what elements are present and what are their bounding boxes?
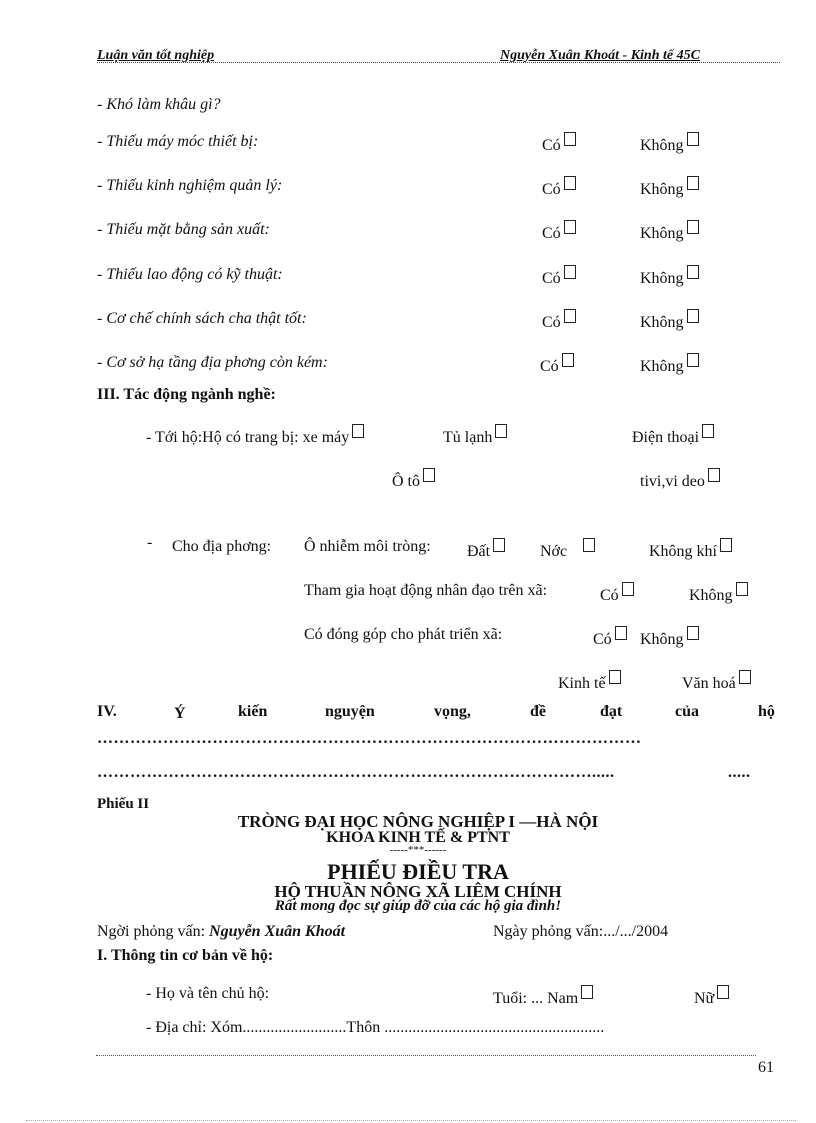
header-right: Nguyễn Xuân Khoát - Kinh tế 45C <box>500 48 700 63</box>
section4-word: kiến <box>238 703 268 720</box>
info-title: I. Thông tin cơ bản về hộ: <box>97 947 274 964</box>
university-name: TRÒNG ĐẠI HỌC NÔNG NGHIỆP I —HÀ NỘI <box>237 812 599 831</box>
yes-option[interactable]: Có <box>542 309 576 332</box>
no-option[interactable]: Không <box>640 176 699 199</box>
checkbox[interactable] <box>583 538 595 552</box>
checkbox[interactable] <box>687 176 699 190</box>
contribution-label: Có đóng góp cho phát triển xã: <box>304 626 503 643</box>
yes-option[interactable]: Có <box>540 353 574 376</box>
difficulty-item: - Thiếu mặt bằng sản xuất: <box>97 221 270 238</box>
section4-word: đề <box>530 703 546 720</box>
form-label: Phiếu II <box>97 796 150 812</box>
no-option[interactable]: Không <box>640 265 699 288</box>
female-option[interactable]: Nữ <box>694 985 729 1008</box>
interviewer-row <box>97 923 345 941</box>
yes-option[interactable]: Có <box>600 582 634 605</box>
difficulty-item: - Thiếu kinh nghiệm quản lý: <box>97 177 283 194</box>
checkbox[interactable] <box>622 582 634 596</box>
address-line[interactable]: - Địa chỉ: Xóm..........................Thôn ....................................................... <box>146 1019 605 1036</box>
household-equipment[interactable]: - Tới hộ:Hộ có trang bị: xe máy <box>146 424 364 447</box>
humanitarian-label: Tham gia hoạt động nhân đạo trên xã: <box>304 582 548 599</box>
difficulty-question: - Khó làm khâu gì? <box>97 96 221 113</box>
no-option[interactable]: Không <box>640 353 699 376</box>
yes-option[interactable]: Có <box>542 265 576 288</box>
fill-line-end: ..... <box>728 764 751 781</box>
fridge-option[interactable]: Tủ lạnh <box>443 424 507 447</box>
checkbox[interactable] <box>720 538 732 552</box>
checkbox[interactable] <box>352 424 364 438</box>
checkbox[interactable] <box>615 626 627 640</box>
difficulty-item: - Cơ sở hạ tầng địa phơng còn kém: <box>97 354 328 371</box>
difficulty-item: - Cơ chế chính sách cha thật tốt: <box>97 310 307 327</box>
header-rule <box>97 62 780 63</box>
difficulty-item: - Thiếu lao động có kỹ thuật: <box>97 266 283 283</box>
soil-option[interactable]: Đất <box>467 538 505 561</box>
culture-option[interactable]: Văn hoá <box>682 670 751 693</box>
checkbox[interactable] <box>564 132 576 146</box>
interview-date[interactable]: Ngày phỏng vấn:.../.../2004 <box>493 923 669 940</box>
fill-line[interactable]: ………………………………………………………………………………..... <box>97 764 615 781</box>
yes-option[interactable]: Có <box>593 626 627 649</box>
checkbox[interactable] <box>687 353 699 367</box>
yes-option[interactable]: Có <box>542 132 576 155</box>
page-number: 61 <box>758 1059 774 1076</box>
section-title: III. Tác động ngành nghề: <box>97 386 276 403</box>
checkbox[interactable] <box>564 176 576 190</box>
air-option[interactable]: Không khí <box>649 538 732 561</box>
checkbox[interactable] <box>423 468 435 482</box>
water-option[interactable]: Nớc <box>540 538 595 561</box>
section4-word: vọng, <box>434 703 471 720</box>
form-request: Rất mong đọc sự giúp đỡ của các hộ gia đình! <box>274 898 562 914</box>
car-option[interactable]: Ô tô <box>392 468 435 491</box>
footer-rule <box>96 1055 756 1056</box>
stars-divider: -----***------ <box>389 844 447 856</box>
section4-word: Ý <box>174 705 186 722</box>
dash: - <box>147 534 153 551</box>
checkbox[interactable] <box>581 985 593 999</box>
difficulty-item: - Thiếu máy móc thiết bị: <box>97 133 259 150</box>
yes-option[interactable]: Có <box>542 220 576 243</box>
age-male-option[interactable]: Tuổi: ... Nam <box>493 985 593 1008</box>
page-bottom-rule <box>26 1120 796 1121</box>
checkbox[interactable] <box>687 626 699 640</box>
checkbox[interactable] <box>702 424 714 438</box>
section4-word: đạt <box>600 703 623 720</box>
checkbox[interactable] <box>609 670 621 684</box>
checkbox[interactable] <box>687 265 699 279</box>
checkbox[interactable] <box>564 265 576 279</box>
section4-word: IV. <box>97 703 117 720</box>
no-option[interactable]: Không <box>640 626 699 649</box>
economy-option[interactable]: Kinh tế <box>558 670 621 693</box>
section4-word: của <box>675 703 699 720</box>
checkbox[interactable] <box>687 220 699 234</box>
section4-word: hộ <box>758 703 775 720</box>
no-option[interactable]: Không <box>640 132 699 155</box>
phone-option[interactable]: Điện thoại <box>632 424 714 447</box>
local-label: Cho địa phơng: <box>172 538 272 555</box>
yes-option[interactable]: Có <box>542 176 576 199</box>
checkbox[interactable] <box>687 132 699 146</box>
pollution-label: Ô nhiễm môi tròng: <box>304 538 431 555</box>
checkbox[interactable] <box>739 670 751 684</box>
no-option[interactable]: Không <box>640 309 699 332</box>
form-title: PHIẾU ĐIỀU TRA <box>327 859 509 884</box>
owner-name-label: - Họ và tên chủ hộ: <box>146 985 270 1002</box>
checkbox[interactable] <box>493 538 505 552</box>
interviewer-label: Ngời phỏng vấn: <box>97 923 206 940</box>
header-left: Luận văn tốt nghiệp <box>97 48 215 63</box>
no-option[interactable]: Không <box>640 220 699 243</box>
faculty-name: KHOA KINH TẾ & PTNT <box>326 829 510 846</box>
fill-line[interactable]: ……………………………………………………………………………………… <box>97 730 642 747</box>
checkbox[interactable] <box>562 353 574 367</box>
section4-word: nguyện <box>325 703 375 720</box>
no-option[interactable]: Không <box>689 582 748 605</box>
form-subtitle: HỘ THUẦN NÔNG XÃ LIÊM CHÍNH <box>274 882 562 901</box>
checkbox[interactable] <box>495 424 507 438</box>
checkbox[interactable] <box>687 309 699 323</box>
checkbox[interactable] <box>564 220 576 234</box>
checkbox[interactable] <box>708 468 720 482</box>
checkbox[interactable] <box>736 582 748 596</box>
interviewer-name: Nguyễn Xuân Khoát <box>209 923 346 940</box>
checkbox[interactable] <box>564 309 576 323</box>
checkbox[interactable] <box>717 985 729 999</box>
tv-option[interactable]: tivi,vi deo <box>640 468 720 491</box>
